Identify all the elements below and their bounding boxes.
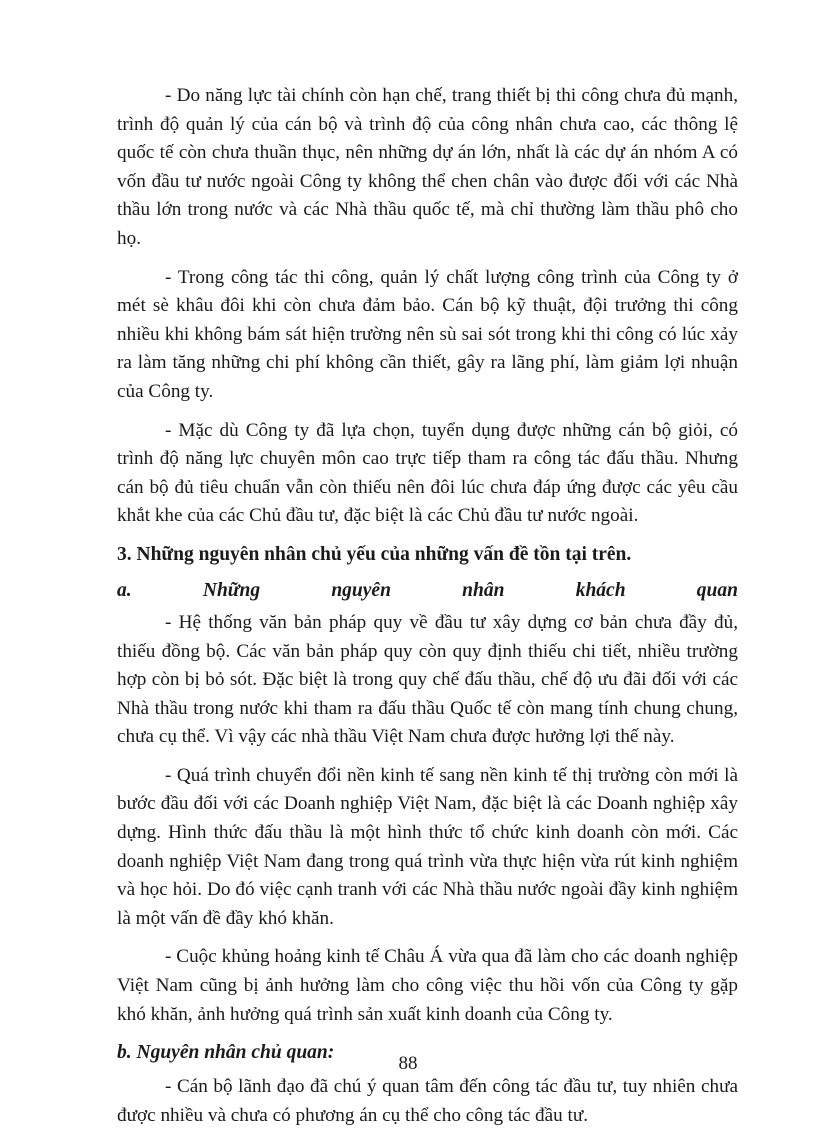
page-content: [117, 82, 738, 1140]
paragraph: - Cuộc khủng hoảng kinh tế Châu Á vừa qua đã làm cho các doanh nghiệp Việt Nam cũng bị ảnh hưởng làm cho công việc thu hồi vốn của Công ty gặp khó khăn, ảnh hưởng quá trình sản xuất kinh doanh của Công ty.: [117, 946, 738, 1025]
paragraph: - Trong công tác thi công, quản lý chất lượng công trình của Công ty ở mét sè khâu đôi khi còn chưa đảm bảo. Cán bộ kỹ thuật, đội trưởng thi công nhiều khi không bám sát hiện trường nên sù sai sót trong khi thi công có lúc xảy ra làm tăng những chi phí không cần thiết, gây ra lãng phí, làm giảm lợi nhuận của Công ty.: [117, 266, 738, 402]
paragraph: - Quá trình chuyển đổi nền kinh tế sang nền kinh tế thị trường còn mới là bước đầu đối với các Doanh nghiệp Việt Nam, đặc biệt là các Doanh nghiệp xây dựng. Hình thức đấu thầu là một hình thức tổ chức kinh doanh còn mới. Các doanh nghiệp Việt Nam đang trong quá trình vừa thực hiện vừa rút kinh nghiệm và học hỏi. Do đó việc cạnh tranh với các Nhà thầu nước ngoài đầy kinh nghiệm là một vấn đề đầy khó khăn.: [117, 764, 738, 929]
section-heading: 3. Những nguyên nhân chủ yếu của những vấn đề tồn tại trên.: [117, 543, 632, 565]
page-number: 88: [398, 1053, 418, 1074]
subsection-word: nhân: [462, 579, 505, 601]
subsection-word: a.: [117, 579, 132, 601]
subsection-word: nguyên: [331, 579, 391, 601]
paragraph: - Do năng lực tài chính còn hạn chế, trang thiết bị thi công chưa đủ mạnh, trình độ quản lý của cán bộ và trình độ của công nhân chưa cao, các thông lệ quốc tế còn chưa thuần thục, nên những dự án lớn, nhất là các dự án nhóm A có vốn đầu tư nước ngoài Công ty không thể chen chân vào được đối với các Nhà thầu lớn trong nước và các Nhà thầu quốc tế, mà chỉ thường làm thầu phô cho họ.: [117, 85, 738, 249]
subsection-heading-a: [117, 577, 738, 605]
paragraph: - Mặc dù Công ty đã lựa chọn, tuyển dụng được những cán bộ giỏi, có trình độ năng lực chuyên môn cao trực tiếp tham ra công tác đấu thầu. Nhưng cán bộ đủ tiêu chuẩn vẫn còn thiếu nên đôi lúc chưa đáp ứng được các yêu cầu khắt khe của các Chủ đầu tư, đặc biệt là các Chủ đầu tư nước ngoài.: [117, 419, 738, 527]
paragraph: - Hệ thống văn bản pháp quy về đầu tư xây dựng cơ bản chưa đầy đủ, thiếu đồng bộ. Các văn bản pháp quy còn quy định thiếu chi tiết, nhiều trường hợp còn bị bỏ sót. Đặc biệt là trong quy chế đấu thầu, chế độ ưu đãi đối với các Nhà thầu trong nước khi tham ra đấu thầu Quốc tế còn mang tính chung chung, chưa cụ thể. Vì vậy các nhà thầu Việt Nam chưa được hưởng lợi thế này.: [117, 611, 738, 748]
subsection-word: quan: [696, 579, 738, 601]
subsection-heading-b: b. Nguyên nhân chủ quan:: [117, 1042, 335, 1064]
paragraph: - Cán bộ lãnh đạo đã chú ý quan tâm đến công tác đầu tư, tuy nhiên chưa được nhiều và chưa có phương án cụ thể cho công tác đầu tư.: [117, 1076, 738, 1126]
subsection-word: Những: [202, 579, 261, 601]
subsection-word: khách: [575, 579, 626, 601]
